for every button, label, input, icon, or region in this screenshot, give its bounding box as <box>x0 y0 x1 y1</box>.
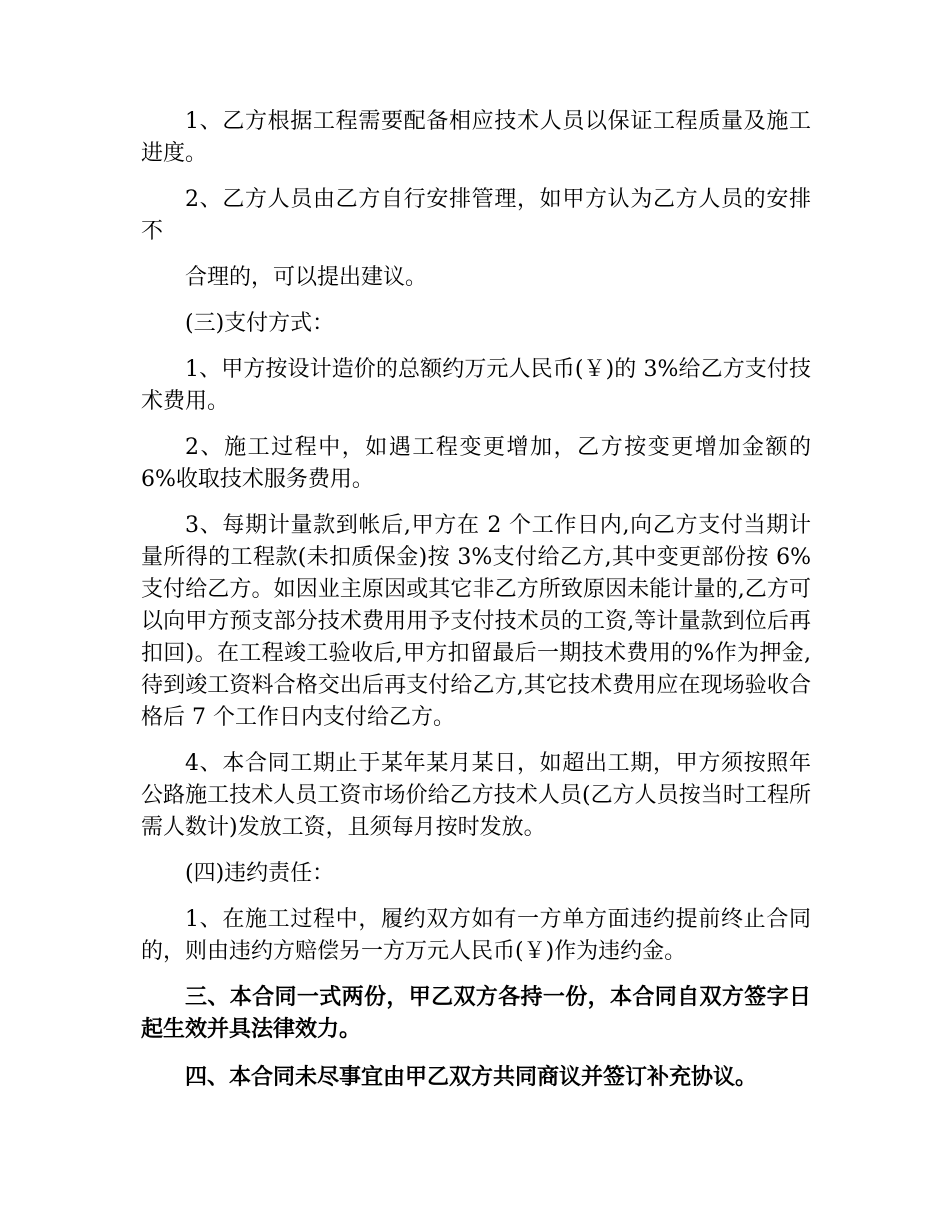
document-body <box>141 106 811 1110</box>
paragraph-payment-4: 4、本合同工期止于某年某月某日，如超出工期，甲方须按照年公路施工技术人员工资市场价给乙方技术人员(乙方人员按当时工程所需人数计)发放工资，且须每月按时发放。 <box>141 751 811 840</box>
paragraph-payment-3: 3、每期计量款到帐后,甲方在 2 个工作日内,向乙方支付当期计量所得的工程款(未扣质保金)按 3%支付给乙方,其中变更部份按 6%支付给乙方。如因业主原因或其它非乙方所致原因未能计量的,乙方可以向甲方预支部分技术费用用予支付技术员的工资,等计量款到位后再扣回)。在工程竣工验收后,甲方扣留最后一期技术费用的%作为押金,待到竣工资料合格交出后再支付给乙方,其它技术费用应在现场验收合格后 7 个工作日内支付给乙方。 <box>141 513 811 730</box>
section-heading-liability: (四)违约责任： <box>185 861 335 886</box>
paragraph-management: 2、乙方人员由乙方自行安排管理，如甲方认为乙方人员的安排不 <box>141 187 811 244</box>
paragraph-payment-2: 2、施工过程中，如遇工程变更增加，乙方按变更增加金额的 6%收取技术服务费用。 <box>141 435 811 492</box>
clause-three: 三、本合同一式两份，甲乙双方各持一份，本合同自双方签字日起生效并具法律效力。 <box>141 985 811 1042</box>
clause-four: 四、本合同未尽事宜由甲乙双方共同商议并签订补充协议。 <box>185 1065 758 1090</box>
paragraph-liability-1: 1、在施工过程中，履约双方如有一方单方面违约提前终止合同的，则由违约方赔偿另一方万元人民币(￥)作为违约金。 <box>141 907 811 964</box>
paragraph-payment-1: 1、甲方按设计造价的总额约万元人民币(￥)的 3%给乙方支付技术费用。 <box>141 357 811 414</box>
paragraph-staffing: 1、乙方根据工程需要配备相应技术人员以保证工程质量及施工进度。 <box>141 109 811 166</box>
section-heading-payment: (三)支付方式： <box>185 311 335 336</box>
paragraph-suggestion: 合理的，可以提出建议。 <box>185 265 428 290</box>
